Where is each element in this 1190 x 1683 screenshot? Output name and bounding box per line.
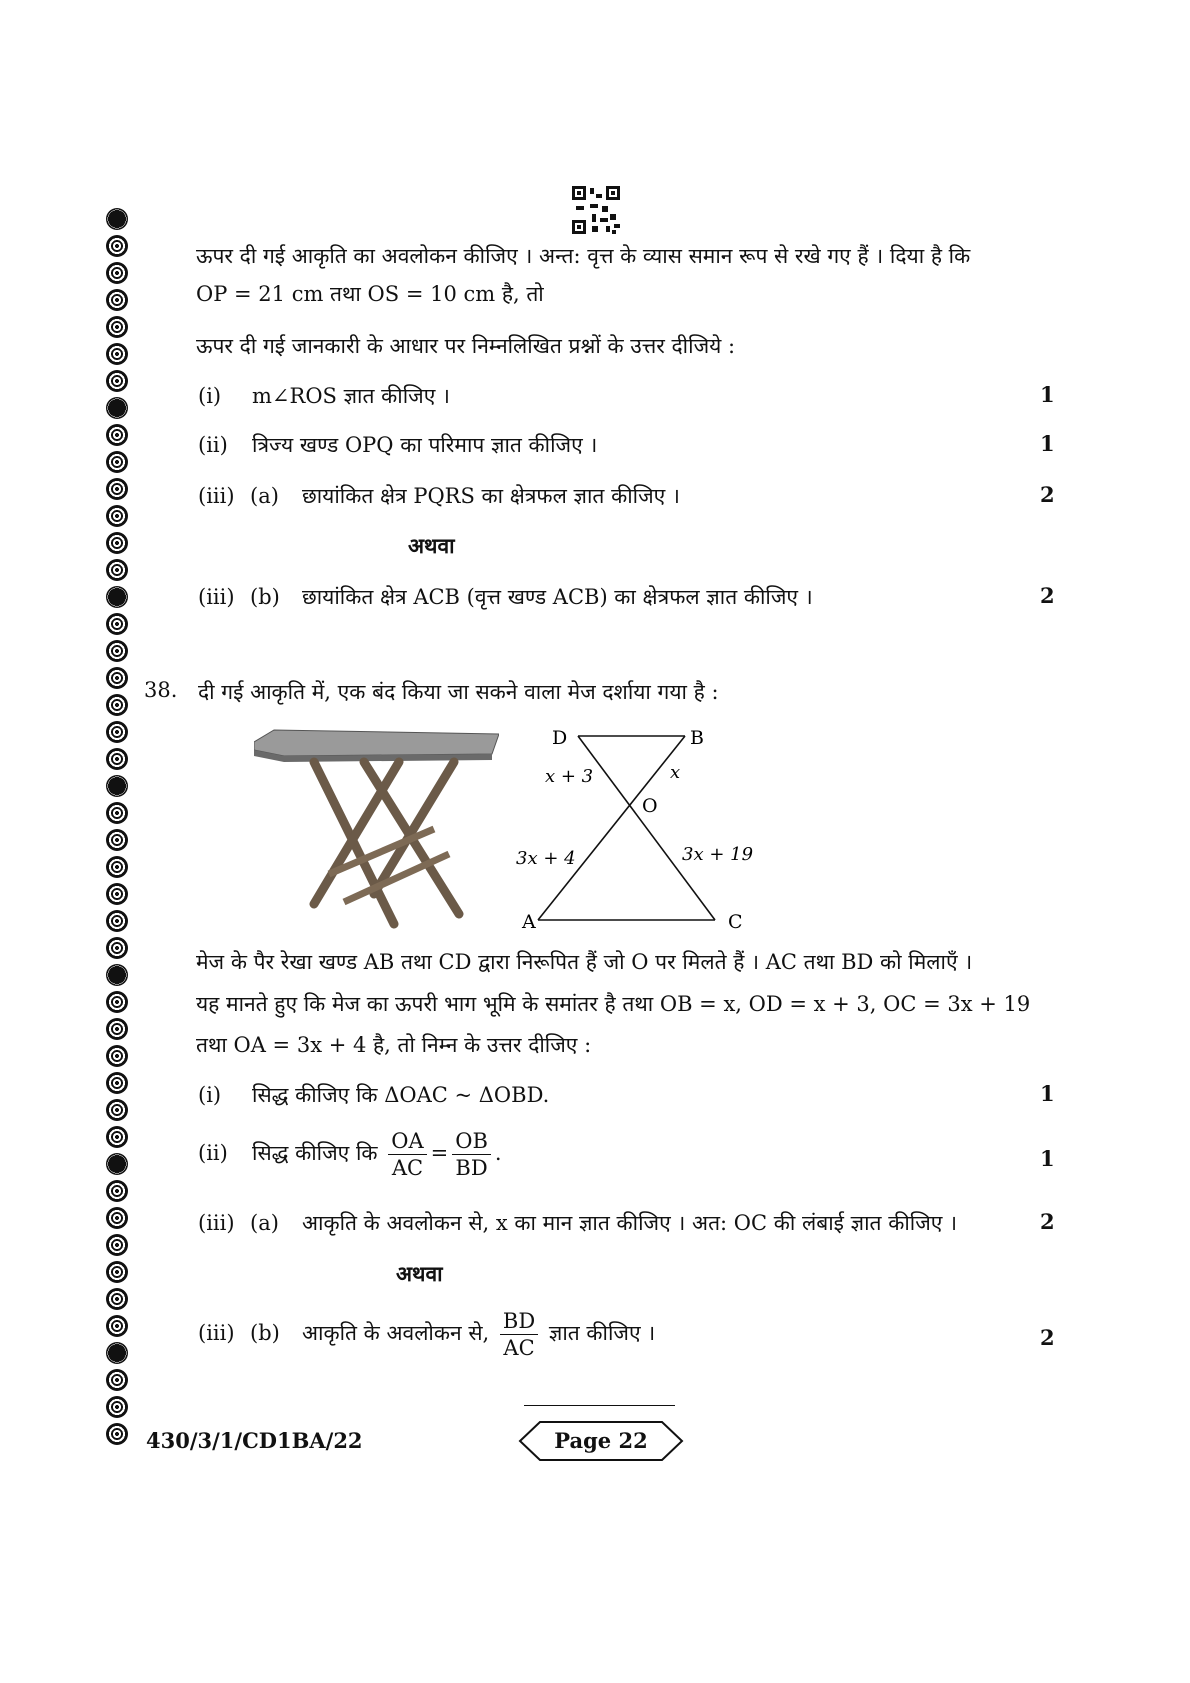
marks: 1: [1040, 1081, 1055, 1106]
oc-length-label: 3x + 19: [682, 844, 754, 865]
qr-code-icon: [572, 186, 620, 234]
part-text: m∠ROS ज्ञात कीजिए ।: [252, 384, 450, 408]
vertex-d-label: D: [552, 727, 568, 749]
q37-part-ii: [198, 431, 597, 459]
vertex-b-label: B: [690, 727, 704, 749]
ring-icon: [106, 316, 128, 338]
margin-ring-border: [106, 208, 134, 1450]
part-text: सिद्ध कीजिए कि: [252, 1141, 378, 1165]
denominator: BD: [455, 1156, 488, 1180]
ring-icon: [106, 1315, 128, 1337]
ring-icon: [106, 559, 128, 581]
part-sub: (b): [250, 1321, 280, 1345]
numerator: OB: [452, 1128, 491, 1155]
triangle-diagram: [510, 722, 770, 937]
ring-icon: [106, 1369, 128, 1391]
ring-icon: [106, 397, 128, 419]
part-number: (ii): [198, 1141, 228, 1165]
ring-icon: [106, 289, 128, 311]
ring-icon: [106, 1153, 128, 1175]
paper-code: 430/3/1/CD1BA/22: [146, 1428, 363, 1453]
part-text: छायांकित क्षेत्र PQRS का क्षेत्रफल ज्ञात कीजिए ।: [302, 484, 680, 508]
ring-icon: [106, 748, 128, 770]
q38-para-line-2: यह मानते हुए कि मेज का ऊपरी भाग भूमि के समांतर है तथा OB = x, OD = x + 3, OC = 3x + 19: [196, 992, 1031, 1016]
ring-icon: [106, 451, 128, 473]
part-text: आकृति के अवलोकन से, x का मान ज्ञात कीजिए । अत: OC की लंबाई ज्ञात कीजिए ।: [302, 1211, 958, 1235]
fraction-ob-bd: [452, 1128, 491, 1181]
ob-length-label: x: [670, 762, 681, 783]
vertex-a-label: A: [522, 911, 536, 933]
od-length-label: x + 3: [545, 766, 594, 787]
q37-context-line-1: ऊपर दी गई आकृति का अवलोकन कीजिए । अन्त: वृत्त के व्यास समान रूप से रखे गए हैं । दिया है कि: [196, 244, 971, 268]
ring-icon: [106, 1261, 128, 1283]
vertex-c-label: C: [728, 911, 743, 933]
equals: =: [430, 1141, 449, 1165]
numerator: BD: [500, 1308, 538, 1335]
q38-part-iii-a: [198, 1209, 957, 1237]
ring-icon: [106, 856, 128, 878]
part-sub: (b): [250, 585, 280, 609]
part-number: (iii): [198, 585, 235, 609]
marks: 1: [1040, 1146, 1055, 1171]
part-text-after: ज्ञात कीजिए ।: [548, 1321, 656, 1345]
folding-table-photo: [254, 724, 499, 934]
ring-icon: [106, 235, 128, 257]
ring-icon: [106, 505, 128, 527]
part-number: (iii): [198, 1211, 235, 1235]
ring-icon: [106, 208, 128, 230]
ring-icon: [106, 721, 128, 743]
ring-icon: [106, 667, 128, 689]
ring-icon: [106, 262, 128, 284]
ring-icon: [106, 343, 128, 365]
numerator: OA: [388, 1128, 426, 1155]
ring-icon: [106, 937, 128, 959]
ring-icon: [106, 775, 128, 797]
part-sub: (a): [250, 484, 279, 508]
ring-icon: [106, 586, 128, 608]
ring-icon: [106, 910, 128, 932]
q38-part-iii-b: [198, 1308, 655, 1361]
part-sub: (a): [250, 1211, 279, 1235]
marks: 1: [1040, 431, 1055, 456]
ring-icon: [106, 1396, 128, 1418]
q37-part-iii-a: [198, 482, 680, 510]
ring-icon: [106, 1072, 128, 1094]
fraction-oa-ac: [388, 1128, 426, 1181]
ring-icon: [106, 370, 128, 392]
ring-icon: [106, 1018, 128, 1040]
part-text: सिद्ध कीजिए कि ΔOAC ~ ΔOBD.: [252, 1083, 550, 1107]
q38-intro: दी गई आकृति में, एक बंद किया जा सकने वाला मेज दर्शाया गया है :: [198, 680, 719, 704]
marks: 1: [1040, 382, 1055, 407]
q38-number: 38.: [144, 678, 178, 702]
part-number: (i): [198, 384, 222, 408]
part-number: (ii): [198, 433, 228, 457]
marks: 2: [1040, 1209, 1055, 1234]
ring-icon: [106, 1423, 128, 1445]
ring-icon: [106, 613, 128, 635]
q37-instruction: ऊपर दी गई जानकारी के आधार पर निम्नलिखित प्रश्नों के उत्तर दीजिये :: [196, 334, 736, 358]
ring-icon: [106, 478, 128, 500]
oa-length-label: 3x + 4: [516, 848, 576, 869]
ring-icon: [106, 1126, 128, 1148]
ring-icon: [106, 802, 128, 824]
q37-part-i: [198, 382, 450, 410]
ring-icon: [106, 1207, 128, 1229]
ring-icon: [106, 694, 128, 716]
part-number: (i): [198, 1083, 222, 1107]
q38-part-i: [198, 1081, 549, 1109]
ring-icon: [106, 991, 128, 1013]
q38-part-ii: [198, 1128, 502, 1181]
or-label: अथवा: [396, 1261, 443, 1286]
q38-para-line-3: तथा OA = 3x + 4 है, तो निम्न के उत्तर दीजिए :: [196, 1033, 592, 1057]
ring-icon: [106, 424, 128, 446]
marks: 2: [1040, 583, 1055, 608]
part-number: (iii): [198, 1321, 235, 1345]
denominator: AC: [391, 1156, 424, 1180]
q37-context-line-2: OP = 21 cm तथा OS = 10 cm है, तो: [196, 282, 544, 306]
ring-icon: [106, 883, 128, 905]
part-text: छायांकित क्षेत्र ACB (वृत्त खण्ड ACB) का क्षेत्रफल ज्ञात कीजिए ।: [302, 585, 813, 609]
vertex-o-label: O: [642, 795, 658, 817]
end-rule: [524, 1405, 675, 1406]
part-number: (iii): [198, 484, 235, 508]
ring-icon: [106, 1288, 128, 1310]
ring-icon: [106, 1045, 128, 1067]
q37-part-iii-b: [198, 583, 813, 611]
part-text: त्रिज्य खण्ड OPQ का परिमाप ज्ञात कीजिए ।: [252, 433, 598, 457]
ring-icon: [106, 1180, 128, 1202]
ring-icon: [106, 640, 128, 662]
part-text-before: आकृति के अवलोकन से,: [302, 1321, 490, 1345]
ring-icon: [106, 532, 128, 554]
ring-icon: [106, 1099, 128, 1121]
ring-icon: [106, 1234, 128, 1256]
or-label: अथवा: [408, 533, 455, 558]
fraction-bd-ac: [500, 1308, 538, 1361]
period: .: [494, 1141, 502, 1165]
marks: 2: [1040, 1325, 1055, 1350]
ring-icon: [106, 829, 128, 851]
ring-icon: [106, 964, 128, 986]
marks: 2: [1040, 482, 1055, 507]
ring-icon: [106, 1342, 128, 1364]
q38-para-line-1: मेज के पैर रेखा खण्ड AB तथा CD द्वारा निरूपित हैं जो O पर मिलते हैं । AC तथा BD को मिलाएँ ।: [196, 950, 973, 974]
denominator: AC: [503, 1336, 535, 1360]
page-number: Page 22: [554, 1428, 648, 1453]
